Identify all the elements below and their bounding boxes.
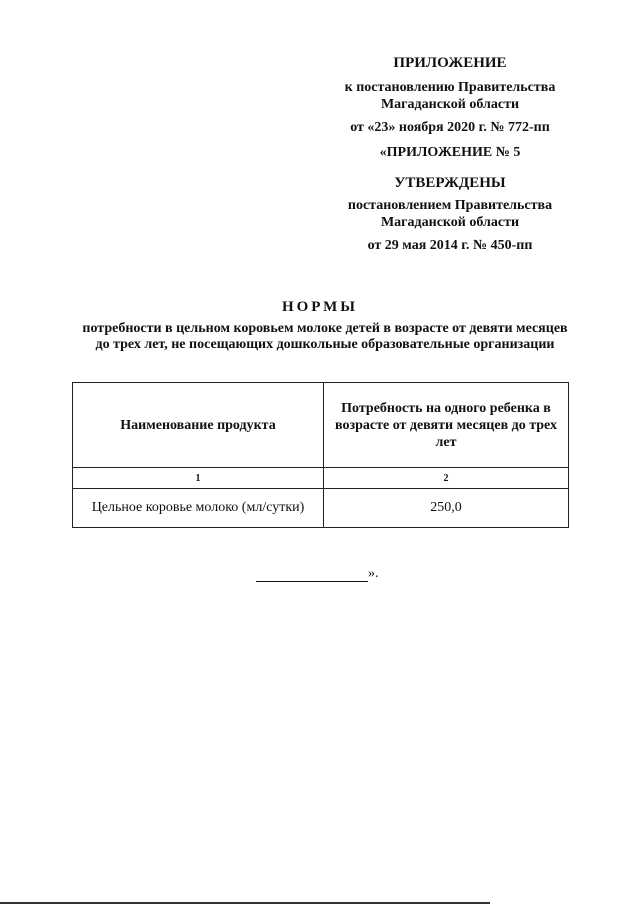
approved-line-1: постановлением Правительства	[347, 198, 553, 213]
appendix-line-3: от «23» ноября 2020 г. № 772-пп	[350, 120, 550, 135]
table-column-number: 2	[324, 468, 569, 489]
norms-subtitle: потребности в цельном коровьем молоке детей в возрасте от девяти месяцев до трех лет, не посещающих дошкольные образовательные организации	[82, 321, 568, 352]
closing-line	[256, 566, 379, 582]
closing-quote: ».	[368, 566, 379, 581]
table-header-need: Потребность на одного ребенка в возрасте от девяти месяцев до трех лет	[324, 383, 569, 468]
closing-underline	[256, 569, 368, 582]
appendix-line-2: Магаданской области	[380, 97, 520, 112]
appendix-5-title: «ПРИЛОЖЕНИЕ № 5	[379, 145, 521, 160]
bottom-rule	[0, 902, 490, 904]
appendix-line-1: к постановлению Правительства	[344, 80, 556, 95]
table-cell-product: Цельное коровье молоко (мл/сутки)	[73, 489, 324, 528]
approved-line-2: Магаданской области	[380, 215, 520, 230]
table-header-row	[73, 383, 569, 468]
table-column-number: 1	[73, 468, 324, 489]
appendix-header	[330, 55, 570, 136]
approved-header	[330, 175, 570, 254]
table-column-numbers-row	[73, 468, 569, 489]
approved-title: УТВЕРЖДЕНЫ	[394, 175, 506, 191]
approved-line-3: от 29 мая 2014 г. № 450-пп	[367, 238, 533, 253]
table-cell-value: 250,0	[324, 489, 569, 528]
norms-table	[72, 382, 569, 528]
appendix-title: ПРИЛОЖЕНИЕ	[393, 55, 507, 71]
table-header-product: Наименование продукта	[73, 383, 324, 468]
norms-title: НОРМЫ	[281, 299, 359, 315]
table-row	[73, 489, 569, 528]
